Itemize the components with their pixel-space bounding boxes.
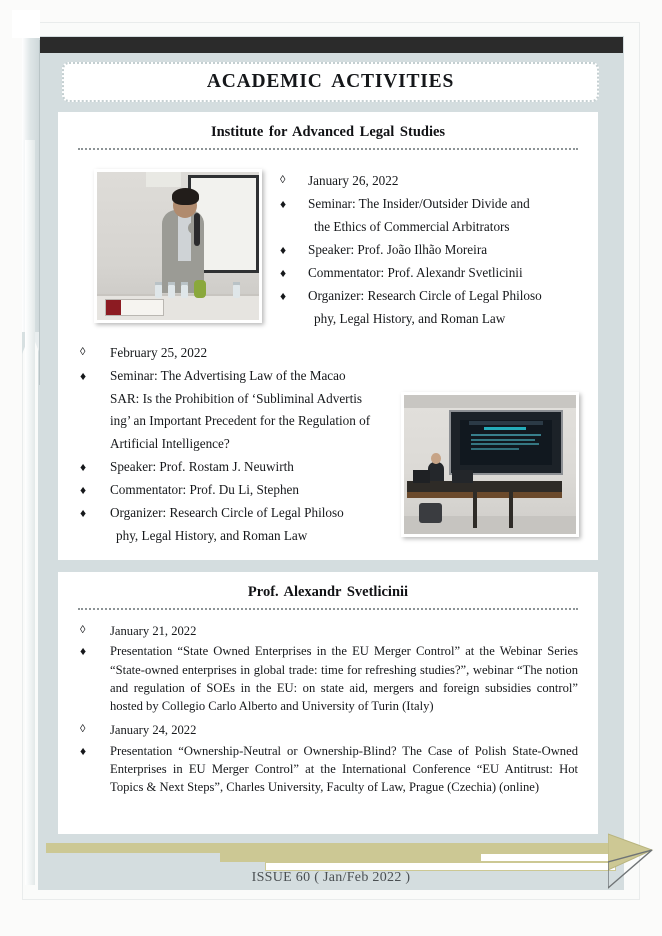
arrow-decoration: [608, 826, 662, 906]
list-item: [280, 170, 580, 193]
filled-diamond-icon: ♦: [80, 505, 87, 520]
left-ribbon-long: [25, 140, 35, 885]
entry-date: February 25, 2022: [110, 345, 208, 360]
entry-detail: Presentation “State Owned Enterprises in the EU Merger Control” at the Webinar Series “State-owned enterprises in global trade: time for refreshing studies?”, webinar “The notion and regulation of SOEs in the EU: on state aid, mergers and foreign subsidies control” hosted by Collegio Carlo Alberto and University of Turin (Italy): [110, 644, 578, 713]
entry-detail: Commentator: Prof. Alexandr Svetlicinii: [308, 264, 523, 280]
list-item: [280, 193, 580, 239]
header-bar: [38, 37, 623, 53]
hollow-diamond-icon: ◊: [280, 174, 286, 186]
seminar-room-projector-photo: [401, 392, 579, 537]
footer-bar-middle-outline: [480, 853, 616, 862]
entry-detail: Presentation “Ownership-Neutral or Ownership-Blind? The Case of Polish State-Owned Enterprises in EU Merger Control” at the International Conference “EU Antitrust: Hot Topics & Next Steps”, Charles University, Faculty of Law, Prague (Czechia) (online): [110, 743, 578, 794]
entry-date: January 24, 2022: [110, 723, 197, 738]
list-item: [80, 365, 400, 456]
footer-bar-middle-solid: [220, 853, 480, 862]
entry-date: January 21, 2022: [110, 624, 197, 638]
entry-detail: [110, 502, 400, 548]
ribbon-edge: [39, 40, 40, 385]
entry-detail: Speaker: Prof. Rostam J. Neuwirth: [110, 459, 294, 475]
section-panel-ials: [58, 112, 598, 560]
entry-date: January 26, 2022: [308, 173, 399, 188]
filled-diamond-icon: ♦: [280, 265, 287, 280]
entry-detail: [308, 193, 580, 239]
list-item: [80, 742, 578, 797]
detail-line: the Ethics of Commercial Arbitrators: [314, 218, 510, 234]
filled-diamond-icon: ♦: [280, 288, 287, 303]
entry-detail: Commentator: Prof. Du Li, Stephen: [110, 481, 299, 497]
speaker-with-microphone-photo: [94, 169, 262, 323]
heading-divider: [78, 608, 578, 610]
detail-line: ing’ an Important Precedent for the Regulation of: [110, 413, 371, 429]
hollow-diamond-icon: ◊: [80, 346, 86, 358]
section-heading-professor: Prof. Alexandr Svetlicinii: [247, 584, 409, 600]
detail-line: SAR: Is the Prohibition of ‘Subliminal Advertis: [110, 390, 363, 406]
list-item: [280, 262, 580, 285]
entry-detail: [308, 285, 580, 331]
filled-diamond-icon: ♦: [280, 196, 287, 211]
footer-bar-top: [46, 843, 616, 853]
detail-line: phy, Legal History, and Roman Law: [314, 310, 506, 326]
list-item: [80, 342, 400, 365]
detail-line: Artificial Intelligence?: [110, 436, 230, 452]
list-item: [280, 285, 580, 331]
list-item: [280, 239, 580, 262]
filled-diamond-icon: ♦: [280, 242, 287, 257]
page-title: ACADEMIC ACTIVITIES: [206, 71, 455, 92]
filled-diamond-icon: ♦: [80, 644, 87, 659]
section-panel-professor: [58, 572, 598, 834]
detail-line: Seminar: The Insider/Outsider Divide and: [308, 195, 530, 211]
entry-detail: [110, 365, 400, 456]
filled-diamond-icon: ♦: [80, 482, 87, 497]
list-item: [80, 622, 578, 640]
filled-diamond-icon: ♦: [80, 460, 87, 475]
entry-february-25: [80, 342, 400, 547]
detail-line: Organizer: Research Circle of Legal Philoso: [308, 287, 542, 303]
heading-divider: [78, 148, 578, 150]
list-item: [80, 456, 400, 479]
corner-accent: [12, 10, 40, 38]
filled-diamond-icon: ♦: [80, 368, 87, 383]
detail-line: Organizer: Research Circle of Legal Philoso: [110, 504, 344, 520]
hollow-diamond-icon: ◊: [80, 624, 86, 636]
hollow-diamond-icon: ◊: [80, 723, 86, 736]
list-item: [80, 721, 578, 739]
issue-footer: ISSUE 60 ( Jan/Feb 2022 ): [251, 870, 411, 885]
page-title-card: [62, 62, 599, 102]
list-item: [80, 479, 400, 502]
list-item: [80, 642, 578, 715]
entry-january-26: [280, 170, 580, 331]
entry-detail: Speaker: Prof. João Ilhão Moreira: [308, 241, 488, 257]
filled-diamond-icon: ♦: [80, 743, 87, 758]
detail-line: phy, Legal History, and Roman Law: [116, 527, 308, 543]
section-heading-ials: Institute for Advanced Legal Studies: [210, 124, 446, 140]
professor-activity-list: [80, 618, 578, 802]
detail-line: Seminar: The Advertising Law of the Macao: [110, 367, 346, 383]
list-item: [80, 502, 400, 548]
